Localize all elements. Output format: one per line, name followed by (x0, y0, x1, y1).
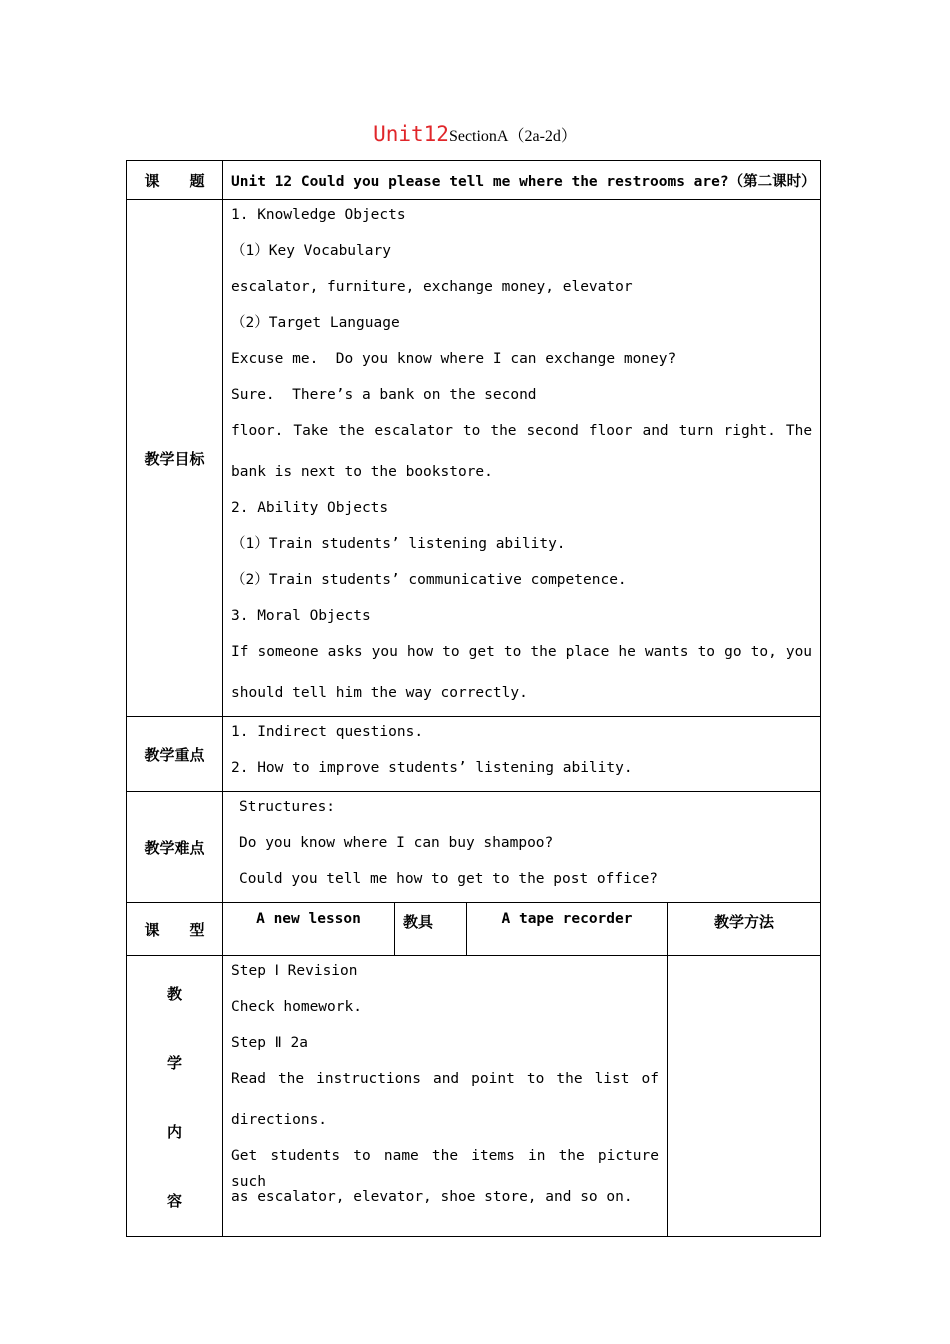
content-line: Read the instructions and point to the list of (231, 1071, 659, 1087)
goals-line: floor. Take the escalator to the second floor and turn right. The (231, 423, 813, 439)
teaching-content-label (127, 956, 223, 1237)
difficult-points-label: 教学难点 (127, 792, 223, 903)
goals-line: bank is next to the bookstore. (231, 464, 493, 480)
goals-line: should tell him the way correctly. (231, 685, 528, 701)
goals-line: Excuse me. Do you know where I can exchange money? (231, 351, 677, 367)
difficult-points-row (127, 792, 821, 903)
content-label-char: 学 (166, 1054, 182, 1072)
title-section: SectionA（2a-2d） (448, 128, 577, 145)
goals-line: Sure. There’s a bank on the second (231, 387, 537, 403)
lesson-type-value: A new lesson (223, 903, 395, 956)
teaching-method-label: 教学方法 (668, 903, 821, 956)
content-label-char: 内 (166, 1123, 182, 1141)
goals-line: （1）Train students’ listening ability. (231, 536, 566, 552)
difficult-point-line: Do you know where I can buy shampoo? (239, 835, 554, 851)
goals-line: 3. Moral Objects (231, 608, 371, 624)
difficult-points-content (223, 792, 821, 903)
difficult-point-line: Structures: (239, 799, 336, 815)
teaching-aid-value: A tape recorder (467, 903, 668, 956)
key-point-line: 1. Indirect questions. (231, 724, 424, 740)
content-label-char: 容 (166, 1192, 182, 1210)
content-line: Check homework. (231, 999, 362, 1015)
goals-content (223, 200, 821, 717)
topic-value: Unit 12 Could you please tell me where the restrooms are?（第二课时） (223, 161, 821, 200)
teaching-content (223, 956, 668, 1237)
teaching-content-row (127, 956, 821, 1237)
goals-row (127, 200, 821, 717)
goals-line: （1）Key Vocabulary (231, 243, 391, 259)
content-line: Step Ⅱ 2a (231, 1035, 308, 1051)
teaching-aid-label: 教具 (395, 903, 467, 956)
goals-line: 2. Ability Objects (231, 500, 389, 516)
content-label-char: 教 (166, 985, 182, 1003)
topic-row (127, 161, 821, 200)
lesson-type-row (127, 903, 821, 956)
content-line: Get students to name the items in the picture such (231, 1148, 659, 1190)
lesson-type-label: 课 型 (127, 903, 223, 956)
content-line: Step Ⅰ Revision (231, 963, 358, 979)
lesson-plan-table (126, 160, 821, 1237)
content-line: directions. (231, 1112, 328, 1128)
goals-line: （2）Train students’ communicative competence. (231, 572, 627, 588)
teaching-method-cell (668, 956, 821, 1237)
title-unit: Unit12 (373, 122, 449, 146)
goals-line: If someone asks you how to get to the place he wants to go to, you (231, 644, 813, 660)
difficult-point-line: Could you tell me how to get to the post office? (239, 871, 659, 887)
content-line: as escalator, elevator, shoe store, and so on. (231, 1189, 633, 1205)
page-title (0, 122, 950, 146)
goals-line: escalator, furniture, exchange money, elevator (231, 279, 633, 295)
goals-label: 教学目标 (127, 200, 223, 717)
key-point-line: 2. How to improve students’ listening ability. (231, 760, 633, 776)
key-points-content (223, 717, 821, 792)
topic-label: 课 题 (127, 161, 223, 200)
goals-line: 1. Knowledge Objects (231, 207, 406, 223)
key-points-label: 教学重点 (127, 717, 223, 792)
goals-line: （2）Target Language (231, 315, 400, 331)
key-points-row (127, 717, 821, 792)
